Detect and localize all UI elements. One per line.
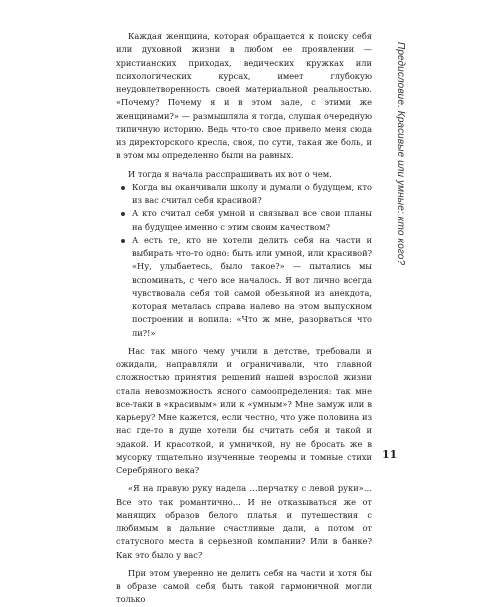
- list-item: А кто считал себя умной и связывал все свои планы на будущее именно с этим своим качеством?: [116, 207, 372, 234]
- running-header: Предисловие. Красивые или умные: кто кого?: [395, 42, 406, 266]
- body-text: [116, 30, 372, 607]
- bullet-list: [116, 181, 372, 340]
- paragraph: Каждая женщина, которая обращается к поиску себя или духовной жизни в любом ее проявлении — христианских приходах, ведических кружках или психологических курсах, имеет глубокую неудовлетворенность своей материальной реальностью. «Почему? Почему я и в этом зале, с этими же женщинами?» — размышляла я тогда, слушая очередную типичную историю. Ведь что-то свое привело меня сюда из директорского кресла, своя, по сути, такая же боль, и в этом мы определенно были на равных.: [116, 31, 372, 161]
- paragraph: Нас так много чему учили в детстве, требовали и ожидали, направляли и ограничивали, что главной сложностью принятия решений нашей взрослой жизни стала невозможность ясного самоопределения: так мне все-таки в «красивым» или к «умным»? Мне замуж или в карьеру? Мне кажется, если честно, что уже половина из нас где-то в душе хотели бы считать себя и такой и эдакой. И красоткой, и умничкой, ну не бросать же в мусорку тщательно изученные теоремы и томные стихи Серебряного века?: [116, 345, 372, 475]
- paragraph: При этом уверенно не делить себя на части и хотя бы в образе самой себя быть такой гармоничной могли только: [116, 567, 372, 605]
- list-item: А есть те, кто не хотели делить себя на части и выбирать что-то одно: быть или умной, или красивой? «Ну, улыбаетесь, было такое?» — пытались мы вспоминать, с чего все началось. Я вот лично всегда чувствовала себя той самой обезьяной из анекдота, которая металась справа налево на этом выпускном построении и вопила: «Что ж мне, разорваться что ли?!»: [116, 234, 372, 340]
- paragraph: «Я на правую руку надела …перчатку с левой руки»… Все это так романтично… И не отказываться же от манящих образов белого платья и путешествия с любимым в дальние счастливые дали, а потом от статусного места в серьезной компании? Или в банке? Как это было у вас?: [116, 483, 372, 560]
- page-number: 11: [382, 448, 398, 461]
- paragraph: И тогда я начала расспрашивать их вот о чем.: [128, 168, 332, 179]
- list-item: Когда вы оканчивали школу и думали о будущем, кто из вас считал себя красивой?: [116, 181, 372, 208]
